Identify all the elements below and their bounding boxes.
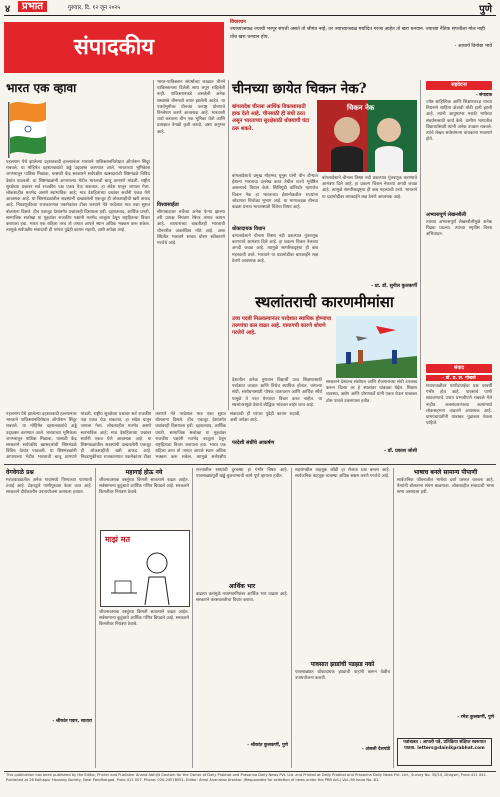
- editorial-1-continued: पहलगाम येथे झालेल्या दहशतवादी हल्ल्यानंतर भारताने पाकिस्तानविरोधात ऑपरेशन सिंदूर राबवले. या मोहिमेत दहशतवाद्यांचे अड्डे उद्ध्वस्त करण्यात आले. भारताच्या भूमिकेला जगभरातून पाठिंबा मिळावा, यासाठी केंद्र सरकारने सर्वपक्षीय खासदारांची शिष्टमंडळे विविध देशांत पाठवली. या शिष्टमंडळांनी आपापल्या भेटीत भारताची बाजू ठामपणे मांडली. राष्ट्रीय सुरक्षेच्या प्रश्नावर सर्व राजकीय पक्ष एकत्र येऊ शकतात, हा संदेश यातून जगाला गेला. लोकशाहीत मतभेद असणे स्वाभाविक आहे; मात्र देशहिताच्या प्रश्नांवर सर्वांनी एकत्र येणे आवश्यक आहे. या शिष्टमंडळांतील सदस्यांनी दाखवलेली एकजूट ही लोकशाहीची खरी ताकद आहे. निवडणुकीच्या राजकारणात एकमेकांवर टीका करणारे नेते परदेशात मात्र एका सुरात बोलताना दिसले. हीच एकजूट देशांतर्गत प्रश्नांवरही दिसायला हवी. दहशतवाद, आर्थिक प्रगती, सामाजिक सलोखा या मुद्द्यांवर राजकीय पक्षांनी मतभेद बाजूला ठेवून राष्ट्रहिताचा विचार करायला हवा. भारत एक राहिला तरच तो जगात आपले स्थान अधिक भक्कम करू शकेल. त्यामुळे सर्वपक्षीय संवादाची ही परंपरा पुढेही कायम राहावी, अशी अपेक्षा आहे.: [6, 412, 301, 461]
- brand-logo: प्रभात: [18, 1, 47, 12]
- letters-notice: पत्रांबाबत : आपली पत्रे, प्रतिक्रिया संक्षिप्त स्वरूपात पाठवा. letters@dainikprabhat.com: [397, 738, 492, 766]
- sidebar-body-2: त्यांच्या अभ्यासपूर्ण लेखनशैलीमुळे अनेक पिढ्या घडल्या. त्यांच्या स्मृतीस विनम्र अभिवादन.: [426, 220, 492, 238]
- sidebar-mid-body: गावपातळीवर पाणीटंचाईचा प्रश्न दरवर्षी गंभीर होत आहे. पावसाचे पाणी साठवण्याचे उपाय प्रभावीपणे राबवले गेले नाहीत. जलसंधारणाच्या कामांमध्ये लोकसहभाग वाढवणे आवश्यक आहे. ग्रामपंचायतींनी याबाबत पुढाकार घेतला पाहिजे.: [426, 384, 492, 427]
- middle-column-body: भारत-पाकिस्तान संघर्षाच्या काळात चीनने पाकिस्तानला दिलेली साथ लपून राहिलेली नाही. पाकिस्तानकडे असलेली अनेक शस्त्रास्त्रे चीनमध्ये तयार झालेली आहेत. या पार्श्वभूमीवर चीनच्या परराष्ट्र धोरणाचे विश्लेषण करणे आवश्यक आहे. भारताशी चर्चा करताना चीन एक भूमिका घेतो आणि प्रत्यक्षात वेगळी कृती करतो, असा अनुभव आहे.: [157, 80, 225, 135]
- date-line: गुरुवार, दि. १२ जून २०२५: [68, 5, 121, 11]
- sidebar-body: ज्येष्ठ साहित्यिक आणि शिक्षणतज्ज्ञ यांच्या निधनाने साहित्य क्षेत्राची मोठी हानी झाली आहे. त्यांनी आयुष्यभर मराठी भाषेच्या संवर्धनासाठी कार्य केले. ग्रामीण भागातील विद्यार्थ्यांसाठी त्यांनी अनेक उपक्रम राबवले. त्यांचे लेखन सर्वसामान्य वाचकांना भावणारे होते.: [426, 100, 492, 143]
- letter-2-body: जीवनावश्यक वस्तूंच्या किमती सातत्याने वाढत आहेत. सर्वसामान्य कुटुंबाचे आर्थिक गणित बिघडले आहे. सरकारने किमतीवर नियंत्रण ठेवावे.: [99, 478, 189, 496]
- column-divider: [228, 80, 229, 410]
- feature-body-continued: बांगलादेशाने चीनला तिस्ता नदी प्रकल्पात गुंतवणूक करण्याचे आमंत्रण दिले आहे. हा प्रकल्प चिकन नेकच्या अगदी जवळ आहे. त्यामुळे सामरिकदृष्ट्या ही बाब महत्त्वाची ठरते. भारताने या घडामोडींवर बारकाईने लक्ष ठेवणे आवश्यक आहे.: [322, 176, 417, 200]
- sidebar-mid-tag: संवाद: [426, 364, 492, 373]
- masthead-divider: [4, 15, 496, 16]
- column-divider: [291, 468, 292, 768]
- cartoon-panel: [100, 530, 190, 607]
- section-title: संपादकीय: [73, 35, 155, 60]
- feature-image: [317, 100, 417, 172]
- feature-author: - प्रा. डॉ. सुनील कुलकर्णी: [371, 284, 417, 289]
- editorial-2-image: [336, 316, 417, 378]
- footer-divider: [4, 771, 496, 772]
- letter-4-body-2: पावसाळ्यात धोकादायक झाडांची पाहणी करून वेळीच उपाययोजना करावी.: [295, 670, 390, 682]
- feature-intro: बांगलादेश चीनला आर्थिक विकासासाठी हाक देतो आहे. चीनसाठी ही संधी ठरत असून भारताच्या सुरक्षेसाठी धोक्याची घंटा ठरू शकते.: [232, 104, 310, 132]
- editorial-2-title: स्थलांतराची कारणमीमांसा: [255, 293, 394, 311]
- column-divider: [393, 468, 394, 768]
- column-divider: [192, 468, 193, 768]
- letter-2-body-continued: जीवनावश्यक वस्तूंच्या किमती सातत्याने वाढत आहेत. सर्वसामान्य कुटुंबाचे आर्थिक गणित बिघडले आहे. सरकारने किमतीवर नियंत्रण ठेवावे.: [99, 610, 189, 628]
- section-title-bar: [4, 22, 224, 73]
- sidebar-tag: सहवेदना: [426, 81, 492, 90]
- editorial-2-author: - डॉ. प्रकाश जोशी: [384, 449, 417, 454]
- letter-3-author: - श्रीकांत कुलकर्णी, पुणे: [247, 743, 288, 748]
- column-divider: [95, 468, 96, 768]
- column-divider: [420, 80, 421, 410]
- editorial-1-title: भारत एक व्हावा: [6, 81, 77, 95]
- letter-5-title: भाषाच बनले सामान्य पीपाणी: [413, 469, 478, 476]
- letter-4-body: शहरांमधील वाहतूक कोंडी हा रोजचा प्रश्न बनला आहे. सार्वजनिक वाहतूक व्यवस्था अधिक सक्षम करणे गरजेचे आहे.: [295, 468, 390, 480]
- feature-body: बांगलादेशाचे प्रमुख मोहम्मद युनूस यांनी चीन दौऱ्यात ईशान्य भारताचा उल्लेख करत तेथील राज्ये भूवेष्टित असल्याचे विधान केले. सिलिगुडी कॉरिडॉर म्हणजेच चिकन नेक हा भारताच्या ईशान्येकडील राज्यांना जोडणारा चिंचोळा भूभाग आहे. या भागाजवळ चीनचा वाढता प्रभाव भारतासाठी चिंतेचा विषय आहे.: [232, 174, 318, 211]
- feature-body-2: बांगलादेशाने चीनला तिस्ता नदी प्रकल्पात गुंतवणूक करण्याचे आमंत्रण दिले आहे. हा प्रकल्प चिकन नेकच्या अगदी जवळ आहे. त्यामुळे सामरिकदृष्ट्या ही बाब महत्त्वाची ठरते. भारताने या घडामोडींवर बारकाईने लक्ष ठेवणे आवश्यक आहे.: [232, 234, 318, 264]
- letter-4: [295, 468, 390, 752]
- feature-block: [232, 80, 417, 98]
- quote-author: - आचार्य विनोबा भावे: [454, 44, 492, 49]
- letter-3-body: राज्यातील रस्त्यांची दुरवस्था हा गंभीर विषय आहे. पावसाळ्यापूर्वी खड्डे बुजवण्याची कामे पूर्ण व्हायला हवीत.: [196, 468, 288, 480]
- letter-1-title: वेगवेगळे प्रश्न: [6, 469, 34, 476]
- editorial-2-intro: उच्च पदवी मिळवल्यानंतर परदेशात स्थायिक होण्याचा तरुणांचा कल वाढत आहे. यामागची कारणे शोधणे गरजेचे आहे.: [232, 316, 332, 337]
- letter-1: [6, 468, 92, 724]
- quote-speaker: विचारधन: [230, 20, 246, 25]
- cartoon-label: माझं मत: [105, 535, 131, 544]
- editorial-1-body: पहलगाम येथे झालेल्या दहशतवादी हल्ल्यानंतर भारताने पाकिस्तानविरोधात ऑपरेशन सिंदूर राबवले. या मोहिमेत दहशतवाद्यांचे अड्डे उद्ध्वस्त करण्यात आले. भारताच्या भूमिकेला जगभरातून पाठिंबा मिळावा, यासाठी केंद्र सरकारने सर्वपक्षीय खासदारांची शिष्टमंडळे विविध देशांत पाठवली. या शिष्टमंडळांनी आपापल्या भेटीत भारताची बाजू ठामपणे मांडली. राष्ट्रीय सुरक्षेच्या प्रश्नावर सर्व राजकीय पक्ष एकत्र येऊ शकतात, हा संदेश यातून जगाला गेला. लोकशाहीत मतभेद असणे स्वाभाविक आहे; मात्र देशहिताच्या प्रश्नांवर सर्वांनी एकत्र येणे आवश्यक आहे. या शिष्टमंडळांतील सदस्यांनी दाखवलेली एकजूट ही लोकशाहीची खरी ताकद आहे. निवडणुकीच्या राजकारणात एकमेकांवर टीका करणारे नेते परदेशात मात्र एका सुरात बोलताना दिसले. हीच एकजूट देशांतर्गत प्रश्नांवरही दिसायला हवी. दहशतवाद, आर्थिक प्रगती, सामाजिक सलोखा या मुद्द्यांवर राजकीय पक्षांनी मतभेद बाजूला ठेवून राष्ट्रहिताचा विचार करायला हवा. भारत एक राहिला तरच तो जगात आपले स्थान अधिक भक्कम करू शकेल. त्यामुळे सर्वपक्षीय संवादाची ही परंपरा पुढेही कायम राहावी, अशी अपेक्षा आहे.: [6, 160, 150, 234]
- feature-image-label: चिकन नेक: [347, 104, 375, 112]
- section-divider: [4, 464, 496, 465]
- letter-3-body-2: वाढत्या करांमुळे मध्यमवर्गीयांवर आर्थिक भार वाढला आहे. सरकारने करसवलतीचा विचार करावा.: [196, 592, 288, 604]
- middle-column-body-2: सीमावादावर चर्चेच्या अनेक फेऱ्या झाल्या तरी प्रत्यक्ष नियंत्रण रेषेवर तणाव कायम आहे. व्यापाराच्या बाबतीतही भारताची चीनवरील अवलंबित्व मोठे आहे. अशा स्थितीत भारताने सावध धोरण स्वीकारणे गरजेचे आहे.: [157, 210, 225, 247]
- editorial-2-body: देशातील अनेक गुणवान विद्यार्थी उच्च शिक्षणासाठी परदेशात जातात आणि तिथेच स्थायिक होतात. चांगल्या संधी, संशोधनासाठी पोषक वातावरण आणि आर्थिक स्थैर्य यामुळे ते परत येण्याचा विचार करत नाहीत. या स्थलांतरामुळे देशाचे बौद्धिक भांडवल बाहेर जात आहे.: [232, 378, 322, 408]
- middle-column-subheading: विश्वासार्हता: [157, 202, 179, 208]
- masthead: [0, 0, 500, 14]
- letter-2-title: महागाई होऊ नये: [125, 469, 163, 476]
- letter-5-body: सार्वजनिक जीवनातील भाषेचा दर्जा घसरत चालला आहे. नेत्यांनी बोलताना संयम बाळगावा. लोकशाहीत संवादाची भाषा सभ्य असायला हवी.: [397, 478, 494, 496]
- sidebar-subheading: अभ्यासपूर्ण लेखनशैली: [426, 212, 467, 218]
- imprint-line: This publication has been published by the Editor, Printer and Publisher Anand Abhijit Gautam for the Owner of Daily Prabhat and Prasanna Daily News Pvt. Ltd. and Printed at Daily Prabhat and Prasanna Daily News Pvt. Ltd., Survey No. 35/10, Dhayari, Pune-411 041. Published at 26 Kolhapur Housing Society, Near Pandhargad, Pune-411 007. Phone: 020-24578551. Editor: Amol Anandrao Aroskar. (Responsible for selection of news under the PRB Act.) Vol.-96 Issue No.-81.: [6, 773, 487, 783]
- column-divider: [153, 80, 154, 410]
- feature-subheading: धोकादायक विधान: [232, 226, 266, 232]
- letter-4-subheading: पावसात झाडांची पडझड नको: [310, 661, 375, 668]
- letter-5-author: - रमेश कुलकर्णी, पुणे: [457, 715, 494, 720]
- letter-1-author: - श्रीकांत पवार, सातारा: [52, 719, 92, 724]
- sidebar-name: - संपादक: [475, 93, 492, 98]
- letter-3-subheading: आर्थिक भार: [228, 583, 256, 590]
- feature-title: चीनच्या छायेत चिकन नेक?: [232, 81, 367, 97]
- quote-text: ज्याच्याजवळ ज्याची भरपूर संपत्ती असते तो श्रीमंत नव्हे, तर ज्याच्याजवळ मर्यादित गरजा आहेत तो खरा धनवान. ज्याच्या नैतिक संपत्तीला मोल नाही तोच खरा धनवान होय.: [230, 27, 485, 40]
- letter-2: [99, 468, 189, 530]
- letter-3: [196, 468, 288, 748]
- page-number: ४: [5, 4, 11, 15]
- flag-graphic: [6, 98, 52, 158]
- editorial-2-body-2: सरकारने देशातच संशोधन आणि रोजगाराच्या संधी उपलब्ध करून दिल्या तर हे स्थलांतर थांबवता येईल. शिक्षण व्यवस्था, उद्योग आणि धोरणकर्ते यांनी एकत्र येऊन याबाबत ठोस पावले उचलायला हवीत.: [326, 380, 417, 404]
- letter-1-body: मराठवाड्यातील अनेक गावांमध्ये पिण्याच्या पाण्याची टंचाई आहे. टँकरद्वारे पाणीपुरवठा केला जात आहे. सरकारने दीर्घकालीन उपाययोजना करायला हव्यात.: [6, 478, 92, 496]
- letter-4-author: - अंजली देशपांडे: [361, 747, 390, 752]
- letter-5: [397, 468, 494, 720]
- city-name: पुणे: [479, 4, 492, 15]
- editorial-1: [6, 80, 150, 96]
- quote-block: [230, 19, 492, 74]
- sidebar-mid-subtag: - डॉ. प्र. ल. गोखले: [426, 375, 492, 381]
- editorial-2-subheading: परदेशी संधींचे आकर्षण: [232, 440, 275, 446]
